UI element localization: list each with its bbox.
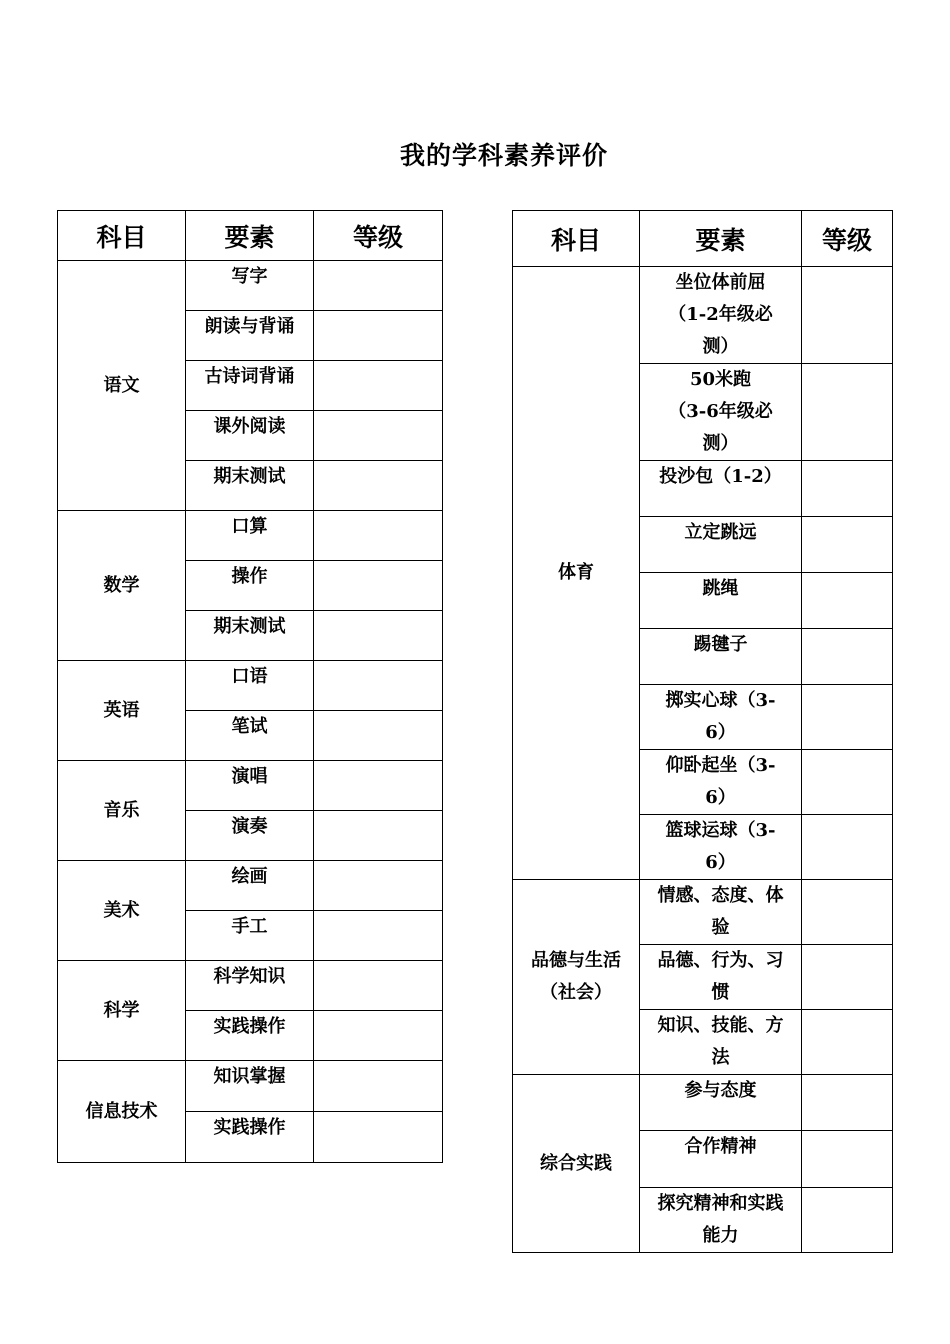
element-line: 参与态度	[684, 1080, 757, 1101]
table-header-row	[513, 211, 893, 267]
header-grade: 等级	[802, 211, 893, 267]
element-cell: 实践操作	[186, 1112, 314, 1163]
header-subject: 科目	[58, 211, 186, 261]
element-cell: 期末测试	[186, 611, 314, 661]
table-row	[513, 267, 893, 364]
element-line: 6）	[705, 787, 736, 808]
element-line: 50米跑	[689, 369, 752, 390]
header-element: 要素	[640, 211, 802, 267]
element-cell: 操作	[186, 561, 314, 611]
element-cell	[640, 573, 802, 629]
element-cell	[640, 685, 802, 750]
element-cell	[640, 364, 802, 461]
grade-cell[interactable]	[802, 1188, 893, 1253]
grade-cell[interactable]	[314, 811, 443, 861]
element-line: （1-2年级必	[668, 304, 773, 325]
element-line: 仰卧起坐（3-	[665, 755, 776, 776]
grade-cell[interactable]	[314, 511, 443, 561]
element-line: 坐位体前屈	[675, 272, 766, 293]
subject-cell-music: 音乐	[58, 761, 186, 861]
element-cell: 演唱	[186, 761, 314, 811]
table-row	[58, 861, 443, 911]
element-cell: 演奏	[186, 811, 314, 861]
element-cell	[640, 750, 802, 815]
table-row	[58, 261, 443, 311]
element-cell	[640, 1010, 802, 1075]
element-line: 测）	[702, 433, 739, 454]
element-cell: 手工	[186, 911, 314, 961]
element-line: （3-6年级必	[668, 401, 773, 422]
grade-cell[interactable]	[802, 880, 893, 945]
element-cell	[640, 815, 802, 880]
subject-cell-pe: 体育	[513, 267, 640, 880]
grade-cell[interactable]	[802, 685, 893, 750]
grade-cell[interactable]	[314, 961, 443, 1011]
subject-cell-art: 美术	[58, 861, 186, 961]
grade-cell[interactable]	[802, 629, 893, 685]
element-cell: 口算	[186, 511, 314, 561]
element-cell: 实践操作	[186, 1011, 314, 1061]
table-row	[58, 511, 443, 561]
subject-cell-chinese: 语文	[58, 261, 186, 511]
element-cell	[640, 880, 802, 945]
element-line: 情感、态度、体	[657, 885, 784, 906]
element-cell: 写字	[186, 261, 314, 311]
element-line: 测）	[702, 336, 739, 357]
grade-cell[interactable]	[802, 1131, 893, 1188]
grade-cell[interactable]	[802, 517, 893, 573]
header-element: 要素	[186, 211, 314, 261]
page-title: 我的学科素养评价	[399, 141, 608, 170]
subject-cell-science: 科学	[58, 961, 186, 1061]
grade-cell[interactable]	[314, 761, 443, 811]
grade-cell[interactable]	[314, 1112, 443, 1163]
subject-line: （社会）	[540, 982, 612, 1003]
element-line: 法	[711, 1047, 730, 1068]
element-cell: 朗读与背诵	[186, 311, 314, 361]
element-cell: 口语	[186, 661, 314, 711]
subject-cell-practice: 综合实践	[513, 1075, 640, 1253]
grade-cell[interactable]	[314, 561, 443, 611]
element-line: 立定跳远	[684, 522, 757, 543]
element-line: 投沙包（1-2）	[659, 466, 782, 487]
table-header-row	[58, 211, 443, 261]
element-cell	[640, 1188, 802, 1253]
subject-cell-english: 英语	[58, 661, 186, 761]
table-row	[513, 1075, 893, 1131]
element-line: 合作精神	[684, 1136, 757, 1157]
grade-cell[interactable]	[802, 1010, 893, 1075]
grade-cell[interactable]	[314, 311, 443, 361]
subject-cell-math: 数学	[58, 511, 186, 661]
element-line: 验	[711, 917, 730, 938]
grade-cell[interactable]	[314, 1061, 443, 1112]
element-cell: 知识掌握	[186, 1061, 314, 1112]
element-line: 惯	[711, 982, 730, 1003]
grade-cell[interactable]	[802, 573, 893, 629]
header-grade: 等级	[314, 211, 443, 261]
element-line: 跳绳	[702, 578, 739, 599]
grade-cell[interactable]	[314, 661, 443, 711]
element-line: 掷实心球（3-	[665, 690, 776, 711]
evaluation-table-right	[512, 210, 893, 1253]
element-line: 知识、技能、方	[657, 1015, 784, 1036]
grade-cell[interactable]	[314, 711, 443, 761]
element-line: 探究精神和实践	[657, 1193, 784, 1214]
element-cell: 笔试	[186, 711, 314, 761]
grade-cell[interactable]	[314, 411, 443, 461]
element-cell	[640, 945, 802, 1010]
grade-cell[interactable]	[314, 261, 443, 311]
grade-cell[interactable]	[802, 945, 893, 1010]
element-cell: 科学知识	[186, 961, 314, 1011]
table-row	[58, 961, 443, 1011]
grade-cell[interactable]	[314, 611, 443, 661]
element-cell	[640, 1131, 802, 1188]
element-cell	[640, 1075, 802, 1131]
subject-line: 品德与生活	[531, 950, 621, 971]
element-line: 6）	[705, 722, 736, 743]
element-line: 品德、行为、习	[657, 950, 784, 971]
element-cell: 古诗词背诵	[186, 361, 314, 411]
subject-cell-it: 信息技术	[58, 1061, 186, 1163]
table-row	[58, 661, 443, 711]
element-cell	[640, 267, 802, 364]
element-cell: 期末测试	[186, 461, 314, 511]
grade-cell[interactable]	[314, 861, 443, 911]
header-subject: 科目	[513, 211, 640, 267]
element-cell	[640, 629, 802, 685]
grade-cell[interactable]	[314, 361, 443, 411]
element-cell	[640, 517, 802, 573]
grade-cell[interactable]	[802, 461, 893, 517]
evaluation-table-left	[57, 210, 443, 1163]
subject-cell-morality	[513, 880, 640, 1075]
element-line: 6）	[705, 852, 736, 873]
grade-cell[interactable]	[802, 364, 893, 461]
grade-cell[interactable]	[314, 461, 443, 511]
table-row	[58, 1061, 443, 1112]
table-row	[58, 761, 443, 811]
element-line: 能力	[702, 1225, 739, 1246]
grade-cell[interactable]	[314, 911, 443, 961]
element-line: 篮球运球（3-	[665, 820, 776, 841]
element-cell: 绘画	[186, 861, 314, 911]
grade-cell[interactable]	[802, 267, 893, 364]
grade-cell[interactable]	[802, 1075, 893, 1131]
element-line: 踢毽子	[693, 634, 748, 655]
grade-cell[interactable]	[802, 750, 893, 815]
element-cell: 课外阅读	[186, 411, 314, 461]
grade-cell[interactable]	[314, 1011, 443, 1061]
grade-cell[interactable]	[802, 815, 893, 880]
table-row	[513, 880, 893, 945]
element-cell	[640, 461, 802, 517]
